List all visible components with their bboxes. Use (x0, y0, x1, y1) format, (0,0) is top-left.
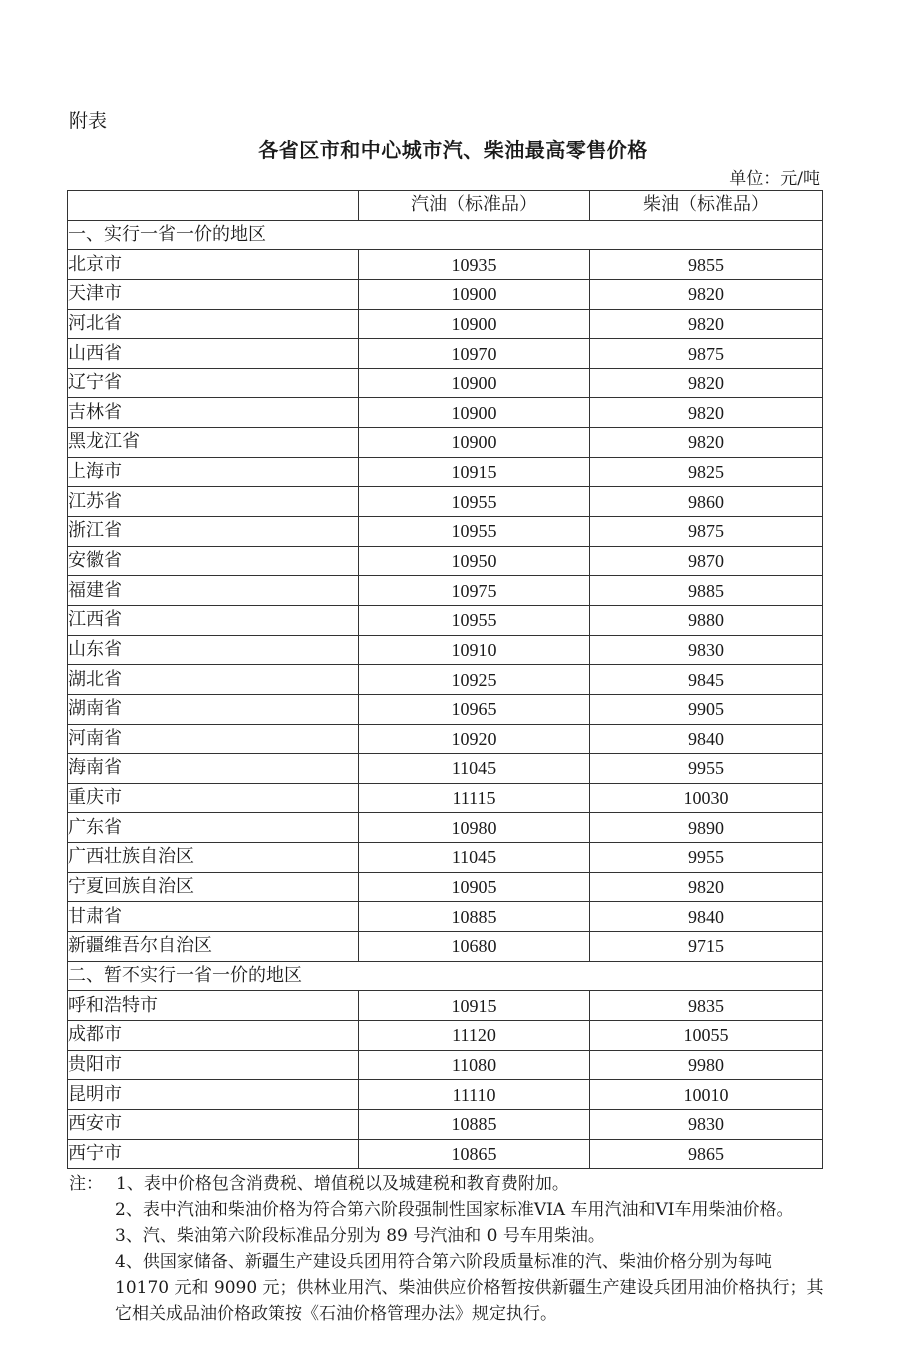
diesel-price: 9820 (590, 872, 823, 902)
region-name: 北京市 (68, 250, 359, 280)
region-name: 安徽省 (68, 546, 359, 576)
header-gasoline: 汽油（标准品） (359, 191, 590, 221)
unit-label: 单位：元/吨 (729, 169, 820, 189)
gasoline-price: 10885 (359, 902, 590, 932)
diesel-price: 9820 (590, 398, 823, 428)
diesel-price: 9890 (590, 813, 823, 843)
note-item: 4、供国家储备、新疆生产建设兵团用符合第六阶段质量标准的汽、柴油价格分别为每吨 10170 元和 9090 元；供林业用汽、柴油供应价格暂按供新疆生产建设兵团用油价格执行；其它相关成品油价格政策按《石油价格管理办法》规定执行。 (115, 1252, 824, 1324)
region-name: 昆明市 (68, 1080, 359, 1110)
diesel-price: 9830 (590, 1109, 823, 1139)
table-row (68, 1050, 823, 1080)
region-name: 成都市 (68, 1020, 359, 1050)
gasoline-price: 10955 (359, 517, 590, 547)
table-row (68, 1139, 823, 1169)
table-row (68, 1020, 823, 1050)
diesel-price: 9820 (590, 279, 823, 309)
region-name: 福建省 (68, 576, 359, 606)
diesel-price: 9845 (590, 665, 823, 695)
diesel-price: 9830 (590, 635, 823, 665)
table-row (68, 724, 823, 754)
gasoline-price: 10900 (359, 428, 590, 458)
region-name: 湖南省 (68, 694, 359, 724)
table-row (68, 279, 823, 309)
diesel-price: 9865 (590, 1139, 823, 1169)
table-row (68, 576, 823, 606)
diesel-price: 9955 (590, 843, 823, 873)
diesel-price: 9840 (590, 724, 823, 754)
section-row (68, 220, 823, 250)
region-name: 河南省 (68, 724, 359, 754)
table-row (68, 754, 823, 784)
table-row (68, 1080, 823, 1110)
region-name: 山东省 (68, 635, 359, 665)
diesel-price: 9905 (590, 694, 823, 724)
table-row (68, 546, 823, 576)
diesel-price: 9880 (590, 605, 823, 635)
gasoline-price: 10935 (359, 250, 590, 280)
gasoline-price: 11110 (359, 1080, 590, 1110)
region-name: 重庆市 (68, 783, 359, 813)
gasoline-price: 10900 (359, 398, 590, 428)
region-name: 浙江省 (68, 517, 359, 547)
table-row (68, 428, 823, 458)
gasoline-price: 10955 (359, 605, 590, 635)
region-name: 西宁市 (68, 1139, 359, 1169)
region-name: 西安市 (68, 1109, 359, 1139)
diesel-price: 9875 (590, 517, 823, 547)
diesel-price: 9835 (590, 991, 823, 1021)
table-row (68, 783, 823, 813)
table-row (68, 605, 823, 635)
note-item: 3、汽、柴油第六阶段标准品分别为 89 号汽油和 0 号车用柴油。 (115, 1226, 605, 1246)
diesel-price: 9715 (590, 932, 823, 962)
gasoline-price: 10910 (359, 635, 590, 665)
gasoline-price: 10900 (359, 368, 590, 398)
region-name: 江西省 (68, 605, 359, 635)
table-row (68, 457, 823, 487)
region-name: 天津市 (68, 279, 359, 309)
notes-label: 注： (69, 1174, 103, 1194)
table-row (68, 991, 823, 1021)
note-item: 2、表中汽油和柴油价格为符合第六阶段强制性国家标准VIA 车用汽油和VI车用柴油价格。 (115, 1200, 794, 1220)
note-item: 注： 1、表中价格包含消费税、增值税以及城建税和教育费附加。 (69, 1171, 824, 1197)
diesel-price: 9855 (590, 250, 823, 280)
gasoline-price: 10905 (359, 872, 590, 902)
region-name: 宁夏回族自治区 (68, 872, 359, 902)
table-row (68, 368, 823, 398)
table-row (68, 694, 823, 724)
gasoline-price: 10920 (359, 724, 590, 754)
region-name: 江苏省 (68, 487, 359, 517)
diesel-price: 9980 (590, 1050, 823, 1080)
diesel-price: 9840 (590, 902, 823, 932)
appendix-label: 附表 (69, 110, 108, 132)
diesel-price: 10010 (590, 1080, 823, 1110)
table-row (68, 487, 823, 517)
diesel-price: 9860 (590, 487, 823, 517)
region-name: 上海市 (68, 457, 359, 487)
page-title: 各省区市和中心城市汽、柴油最高零售价格 (258, 138, 648, 162)
diesel-price: 10030 (590, 783, 823, 813)
table-row (68, 517, 823, 547)
region-name: 广西壮族自治区 (68, 843, 359, 873)
gasoline-price: 10925 (359, 665, 590, 695)
region-name: 呼和浩特市 (68, 991, 359, 1021)
table-row (68, 635, 823, 665)
header-diesel: 柴油（标准品） (590, 191, 823, 221)
table-row (68, 309, 823, 339)
gasoline-price: 10680 (359, 932, 590, 962)
diesel-price: 9875 (590, 339, 823, 369)
section-title: 一、实行一省一价的地区 (68, 220, 823, 250)
gasoline-price: 10965 (359, 694, 590, 724)
gasoline-price: 11080 (359, 1050, 590, 1080)
table-row (68, 872, 823, 902)
gasoline-price: 11115 (359, 783, 590, 813)
table-row (68, 843, 823, 873)
table-row (68, 932, 823, 962)
region-name: 贵阳市 (68, 1050, 359, 1080)
region-name: 辽宁省 (68, 368, 359, 398)
region-name: 广东省 (68, 813, 359, 843)
diesel-price: 9820 (590, 428, 823, 458)
gasoline-price: 10950 (359, 546, 590, 576)
table-row (68, 902, 823, 932)
gasoline-price: 10915 (359, 991, 590, 1021)
table-row (68, 665, 823, 695)
gasoline-price: 10885 (359, 1109, 590, 1139)
section-title: 二、暂不实行一省一价的地区 (68, 961, 823, 991)
table-row (68, 250, 823, 280)
table-body (68, 220, 823, 1169)
region-name: 湖北省 (68, 665, 359, 695)
gasoline-price: 10915 (359, 457, 590, 487)
table-row (68, 1109, 823, 1139)
region-name: 新疆维吾尔自治区 (68, 932, 359, 962)
gasoline-price: 10955 (359, 487, 590, 517)
table-row (68, 813, 823, 843)
region-name: 吉林省 (68, 398, 359, 428)
diesel-price: 9870 (590, 546, 823, 576)
diesel-price: 9955 (590, 754, 823, 784)
region-name: 山西省 (68, 339, 359, 369)
region-name: 海南省 (68, 754, 359, 784)
region-name: 甘肃省 (68, 902, 359, 932)
gasoline-price: 10900 (359, 309, 590, 339)
table-header-row (68, 191, 823, 221)
gasoline-price: 11120 (359, 1020, 590, 1050)
gasoline-price: 10970 (359, 339, 590, 369)
gasoline-price: 10975 (359, 576, 590, 606)
diesel-price: 10055 (590, 1020, 823, 1050)
notes (69, 1171, 824, 1327)
region-name: 河北省 (68, 309, 359, 339)
diesel-price: 9820 (590, 368, 823, 398)
table-row (68, 339, 823, 369)
header-region (68, 191, 359, 221)
diesel-price: 9820 (590, 309, 823, 339)
section-row (68, 961, 823, 991)
diesel-price: 9825 (590, 457, 823, 487)
gasoline-price: 10980 (359, 813, 590, 843)
gasoline-price: 11045 (359, 843, 590, 873)
table-row (68, 398, 823, 428)
diesel-price: 9885 (590, 576, 823, 606)
price-table (67, 190, 823, 1169)
region-name: 黑龙江省 (68, 428, 359, 458)
gasoline-price: 11045 (359, 754, 590, 784)
gasoline-price: 10865 (359, 1139, 590, 1169)
gasoline-price: 10900 (359, 279, 590, 309)
